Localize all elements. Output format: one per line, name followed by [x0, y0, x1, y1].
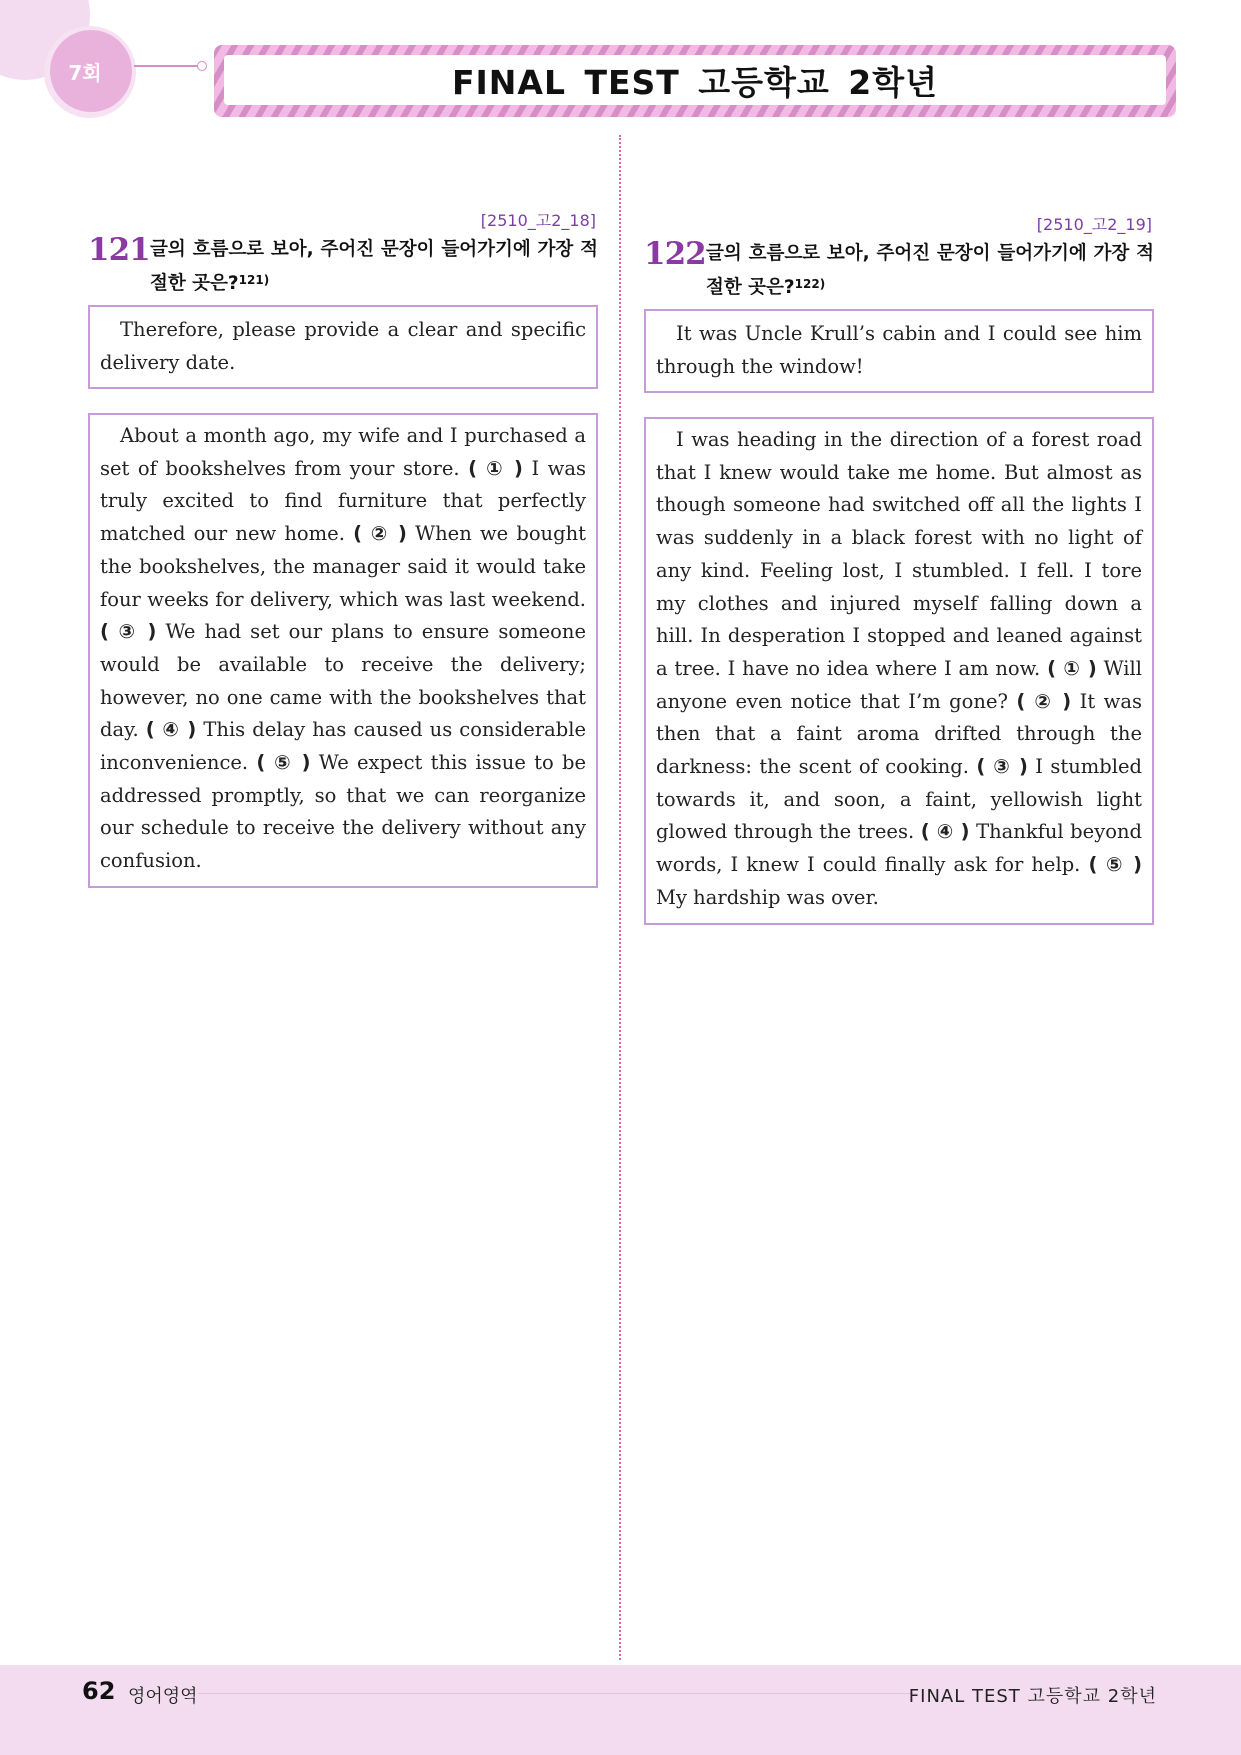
connector-dot — [197, 61, 207, 71]
question-number: 121 — [88, 232, 150, 268]
insert-position-2: ( ② ) — [353, 522, 407, 546]
insert-position-5: ( ⑤ ) — [1088, 853, 1142, 877]
footnote-ref: 121) — [238, 273, 270, 287]
passage-text: I stumbled towards it, and soon, a faint, yellowish light glowed through the trees. — [656, 755, 1142, 844]
passage-text: It was then that a faint aroma drifted through the darkness: the scent of cooking. — [656, 689, 1142, 779]
footer-title: FINAL TEST 고등학교 2학년 — [908, 1686, 1157, 1707]
given-sentence: Therefore, please provide a clear and specific delivery date. — [100, 318, 586, 374]
insert-position-3: ( ③ ) — [100, 620, 157, 644]
insert-position-4: ( ④ ) — [920, 820, 970, 844]
insert-position-1: ( ① ) — [1047, 656, 1097, 680]
passage-box — [644, 417, 1154, 925]
page-number: 62 — [82, 1677, 116, 1705]
question-header — [644, 236, 1154, 303]
round-label: 7회 — [68, 61, 102, 85]
page-footer — [0, 1665, 1241, 1755]
passage-box — [88, 413, 598, 888]
footer-divider — [198, 1693, 918, 1694]
footnote-ref: 122) — [794, 277, 826, 291]
footer-subject: 영어영역 — [128, 1686, 198, 1707]
question-prompt — [706, 239, 1154, 303]
passage-text: I was truly excited to find furniture that perfectly matched our new home. — [100, 456, 586, 546]
question-code: [2510_고2_19] — [1036, 215, 1152, 234]
insert-position-4: ( ④ ) — [145, 718, 197, 742]
header-banner — [214, 45, 1176, 117]
insert-position-2: ( ② ) — [1016, 689, 1072, 713]
question-prompt — [150, 235, 598, 299]
insert-position-5: ( ⑤ ) — [256, 751, 311, 775]
column-divider — [619, 135, 621, 1660]
insert-position-1: ( ① ) — [468, 456, 523, 480]
passage-text: My hardship was over. — [656, 885, 879, 909]
question-122 — [644, 212, 1154, 925]
passage-text: I was heading in the direction of a forest road that I knew would take me home. But almost as though someone had switched off all the lights I was suddenly in a black forest with no light of any kind. Feeling lost, I stumbled. I fell. I tore my clothes and injured myself falling down a hill. In desperation I stopped and leaned against a tree. I have no idea where I am now. — [656, 428, 1142, 680]
header-banner-inner — [224, 55, 1166, 105]
passage-text: We expect this issue to be addressed promptly, so that we can reorganize our schedule to receive the delivery without any confusion. — [100, 751, 586, 873]
passage-text: Thankful beyond words, I knew I could finally ask for help. — [656, 820, 1142, 877]
question-number: 122 — [644, 236, 706, 272]
question-code: [2510_고2_18] — [480, 211, 596, 230]
passage-text: We had set our plans to ensure someone would be available to receive the delivery; however, no one came with the bookshelves that day. — [100, 620, 586, 742]
given-sentence: It was Uncle Krull’s cabin and I could see him through the window! — [656, 322, 1142, 378]
prompt-text: 글의 흐름으로 보아, 주어진 문장이 들어가기에 가장 적절한 곳은? — [150, 239, 598, 294]
prompt-text: 글의 흐름으로 보아, 주어진 문장이 들어가기에 가장 적절한 곳은? — [706, 243, 1154, 298]
question-121 — [88, 208, 598, 888]
page-title: FINAL TEST 고등학교 2학년 — [451, 62, 939, 102]
round-badge — [50, 30, 132, 112]
passage-text: When we bought the bookshelves, the manager said it would take four weeks for delivery, which was last weekend. — [100, 522, 586, 611]
passage-text: This delay has caused us considerable inconvenience. — [100, 718, 586, 775]
question-header — [88, 232, 598, 299]
given-sentence-box — [88, 305, 598, 389]
given-sentence-box — [644, 309, 1154, 393]
connector-line — [134, 65, 200, 67]
insert-position-3: ( ③ ) — [976, 755, 1028, 779]
passage-text: About a month ago, my wife and I purchased a set of bookshelves from your store. — [100, 424, 586, 480]
passage-text: Will anyone even notice that I’m gone? — [656, 656, 1143, 713]
